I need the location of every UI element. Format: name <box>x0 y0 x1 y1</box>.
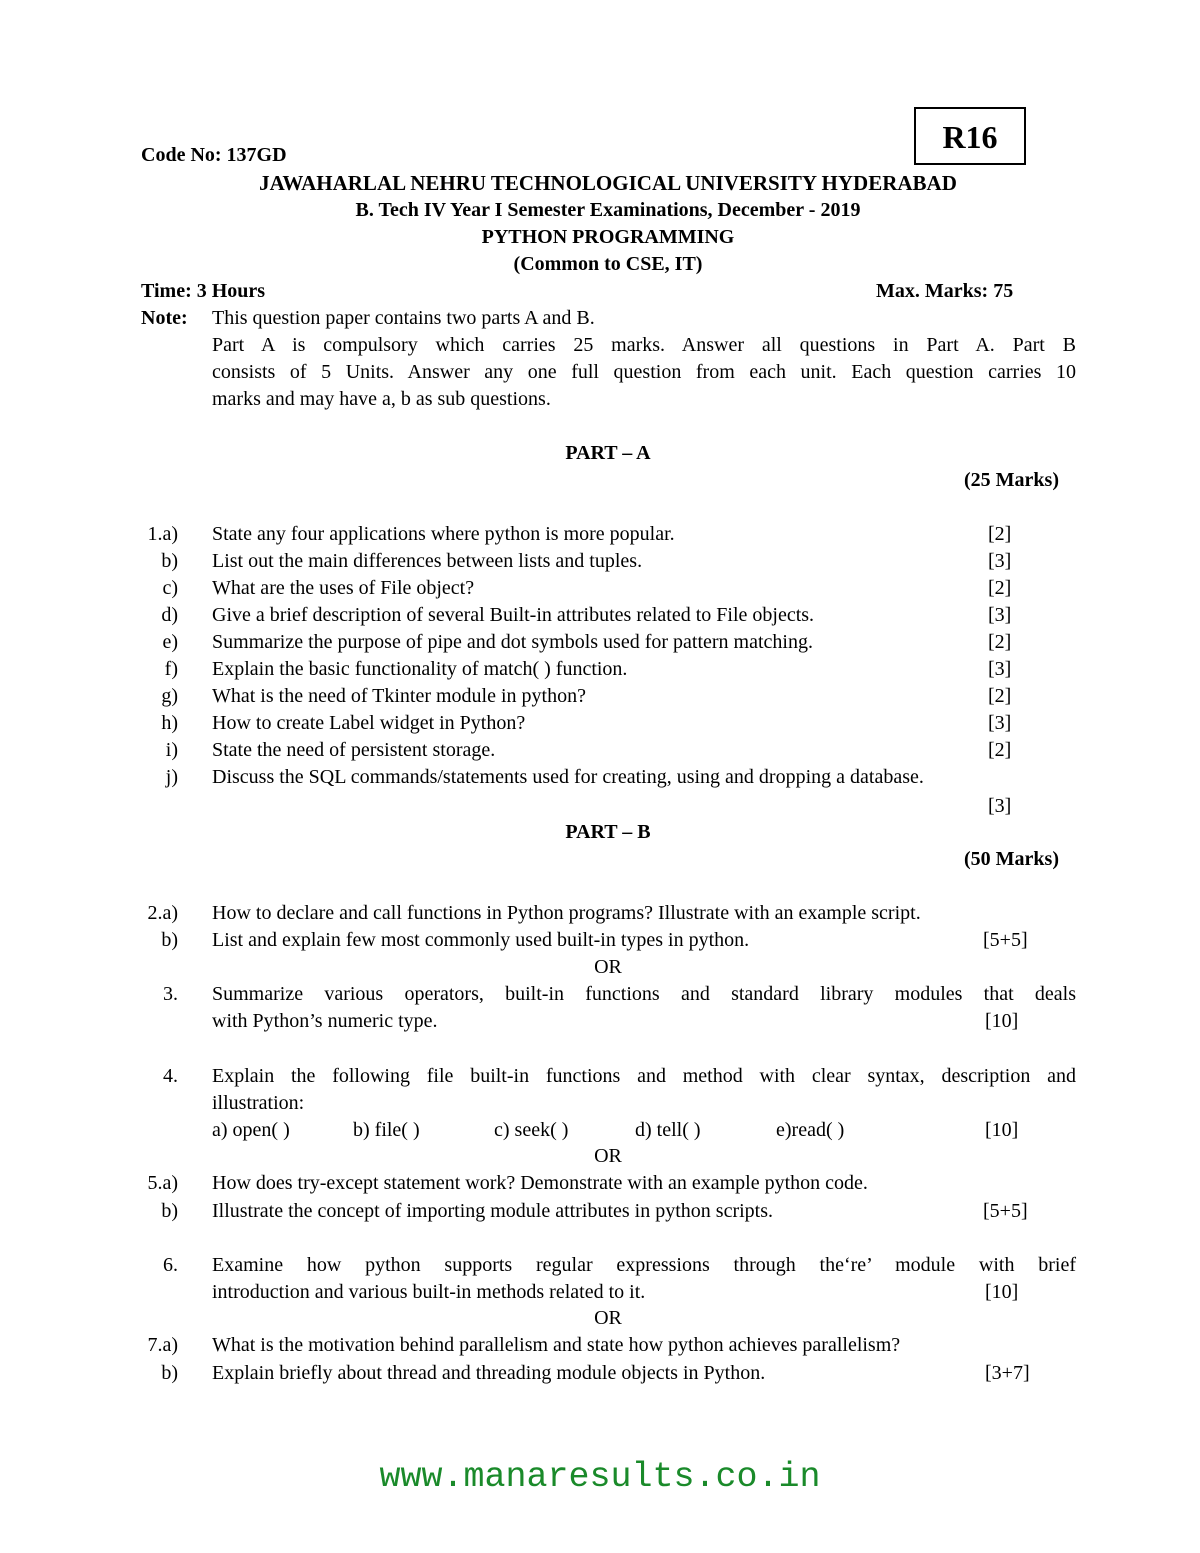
subject-title: PYTHON PROGRAMMING <box>481 226 735 248</box>
note-line: marks and may have a, b as sub questions. <box>212 388 551 410</box>
question-text: Illustrate the concept of importing module attributes in python scripts. <box>212 1200 773 1222</box>
question-number: 2.a) <box>147 902 178 924</box>
question-number: f) <box>164 658 178 680</box>
option-item: e)read( ) <box>776 1119 845 1141</box>
question-number: h) <box>161 712 178 734</box>
option-item: d) tell( ) <box>635 1119 701 1141</box>
question-text: Give a brief description of several Built-in attributes related to File objects. <box>212 604 815 626</box>
question-marks: [2] <box>988 739 1012 761</box>
question-text: State any four applications where python is more popular. <box>212 523 675 545</box>
part-b-title: PART – B <box>565 821 651 843</box>
time-label: Time: 3 Hours <box>141 280 266 302</box>
question-number: b) <box>161 1200 178 1222</box>
question-marks: [5+5] <box>983 1200 1028 1222</box>
footer-website-link[interactable]: www.manaresults.co.in <box>379 1457 821 1497</box>
university-name: JAWAHARLAL NEHRU TECHNOLOGICAL UNIVERSITY HYDERABAD <box>259 171 957 195</box>
note-line: This question paper contains two parts A and B. <box>212 307 595 329</box>
or-divider: OR <box>594 1145 622 1167</box>
question-marks: [3+7] <box>985 1362 1030 1384</box>
question-marks: [10] <box>985 1281 1019 1303</box>
max-marks-label: Max. Marks: 75 <box>876 280 1014 302</box>
question-number: b) <box>161 550 178 572</box>
question-number: 7.a) <box>147 1334 178 1356</box>
question-text: Summarize various operators, built-in functions and standard library modules that deals <box>212 983 1076 1005</box>
question-number: g) <box>161 685 178 707</box>
question-text: How to declare and call functions in Python programs? Illustrate with an example script. <box>212 902 921 924</box>
question-number: e) <box>162 631 178 653</box>
option-item: b) file( ) <box>353 1119 420 1141</box>
question-text: Discuss the SQL commands/statements used for creating, using and dropping a database. <box>212 766 924 788</box>
question-number: b) <box>161 1362 178 1384</box>
question-number: d) <box>161 604 178 626</box>
code-number: Code No: 137GD <box>141 144 287 166</box>
question-text: How does try-except statement work? Demonstrate with an example python code. <box>212 1172 868 1194</box>
question-text: illustration: <box>212 1092 305 1114</box>
question-number: 1.a) <box>147 523 178 545</box>
question-number: c) <box>162 577 178 599</box>
question-number: 5.a) <box>147 1172 178 1194</box>
question-marks: [3] <box>988 550 1012 572</box>
question-marks: [10] <box>985 1119 1019 1141</box>
question-number: i) <box>165 739 178 761</box>
question-marks: [2] <box>988 685 1012 707</box>
question-number: 6. <box>163 1254 178 1276</box>
question-text: List out the main differences between lists and tuples. <box>212 550 643 572</box>
question-marks: [3] <box>988 712 1012 734</box>
part-a-marks: (25 Marks) <box>964 469 1059 491</box>
or-divider: OR <box>594 956 622 978</box>
option-item: c) seek( ) <box>494 1119 569 1141</box>
note-line: Part A is compulsory which carries 25 marks. Answer all questions in Part A. Part B <box>212 334 1076 356</box>
question-number: b) <box>161 929 178 951</box>
question-number: 4. <box>163 1065 178 1087</box>
question-text: Explain the basic functionality of match( ) function. <box>212 658 628 680</box>
question-marks: [3] <box>988 795 1012 817</box>
question-text: State the need of persistent storage. <box>212 739 496 761</box>
question-marks: [2] <box>988 577 1012 599</box>
or-divider: OR <box>594 1307 622 1329</box>
question-text: Explain briefly about thread and threading module objects in Python. <box>212 1362 766 1384</box>
question-text: What is the need of Tkinter module in python? <box>212 685 586 707</box>
question-text: What are the uses of File object? <box>212 577 475 599</box>
regulation-box: R16 <box>914 107 1026 165</box>
question-marks: [2] <box>988 631 1012 653</box>
question-marks: [10] <box>985 1010 1019 1032</box>
note-line: consists of 5 Units. Answer any one full question from each unit. Each question carries 10 <box>212 361 1076 383</box>
question-text: Explain the following file built-in functions and method with clear syntax, description and <box>212 1065 1076 1087</box>
question-marks: [2] <box>988 523 1012 545</box>
question-marks: [3] <box>988 604 1012 626</box>
question-text: Examine how python supports regular expressions through the‘re’ module with brief <box>212 1254 1076 1276</box>
option-item: a) open( ) <box>212 1119 290 1141</box>
exam-title: B. Tech IV Year I Semester Examinations, December - 2019 <box>355 199 861 221</box>
question-marks: [3] <box>988 658 1012 680</box>
question-text: What is the motivation behind parallelism and state how python achieves parallelism? <box>212 1334 901 1356</box>
question-text: List and explain few most commonly used built-in types in python. <box>212 929 750 951</box>
part-b-marks: (50 Marks) <box>964 848 1059 870</box>
question-number: 3. <box>163 983 178 1005</box>
question-text: with Python’s numeric type. <box>212 1010 438 1032</box>
question-text: How to create Label widget in Python? <box>212 712 526 734</box>
question-number: j) <box>165 766 178 788</box>
note-label: Note: <box>141 307 188 329</box>
common-branches: (Common to CSE, IT) <box>513 253 703 275</box>
question-marks: [5+5] <box>983 929 1028 951</box>
question-text: Summarize the purpose of pipe and dot symbols used for pattern matching. <box>212 631 813 653</box>
part-a-title: PART – A <box>565 442 651 464</box>
question-text: introduction and various built-in methods related to it. <box>212 1281 646 1303</box>
